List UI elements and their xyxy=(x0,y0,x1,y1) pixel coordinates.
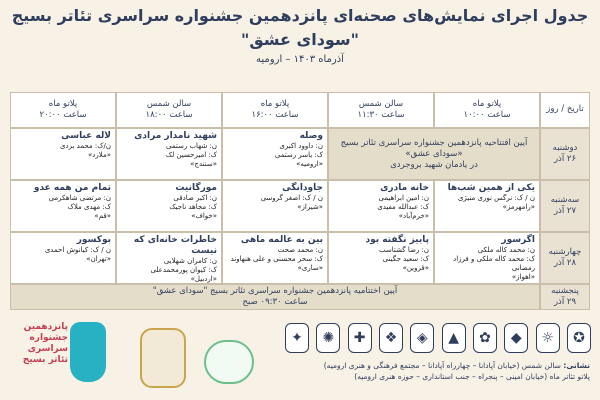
play-writer: ن: شهاب رستمی xyxy=(165,142,217,150)
play-city: «ملارد» xyxy=(88,151,111,159)
day-tuesday xyxy=(540,180,590,232)
play-title: یکی از همین شب‌ها xyxy=(447,183,535,193)
play-title: مورگانیت xyxy=(175,183,217,193)
sponsor-logo-icon: ✦ xyxy=(285,323,309,353)
play-city: «خواف» xyxy=(191,212,217,220)
venue-time: ساعت ۱۱:۳۰ xyxy=(357,110,405,120)
performance-cell xyxy=(116,128,222,180)
play-city: «تهران» xyxy=(86,255,111,263)
performance-cell xyxy=(222,232,328,284)
play-director: ک: امیرحسین لک xyxy=(165,151,217,159)
performance-cell xyxy=(10,180,116,232)
venue-name: سالن شمس xyxy=(358,99,404,109)
play-writer: ن: داوود اکبری xyxy=(279,142,323,150)
play-director: ک: یاسر رستمی xyxy=(274,151,323,159)
play-writer: ن: رضا گشتاسب xyxy=(379,246,429,254)
play-city: «سنندج» xyxy=(190,160,217,168)
sponsor-logos xyxy=(285,318,591,358)
performance-cell xyxy=(116,180,222,232)
play-writer: ن/ک: محمد بردی xyxy=(60,142,111,150)
day-date: ۲۶ آذر xyxy=(553,154,577,164)
venue-header-4 xyxy=(116,92,222,128)
play-director: ک: مجاهد ناجیک xyxy=(169,203,217,211)
play-title: وصله xyxy=(299,131,323,141)
opening-ceremony-cell xyxy=(328,128,540,180)
sponsor-logo-icon: ✪ xyxy=(567,323,591,353)
sponsor-logo-icon: ☼ xyxy=(536,323,560,353)
venue-time: ساعت ۱۶:۰۰ xyxy=(251,110,299,120)
venue-address-1: نشانی: سالن شمس (خیابان آپادانا – چهارراه آپادانا – مجتمع فرهنگی و هنری ارومیه) xyxy=(323,361,590,370)
play-credits: ن / ک: کیانوش احمدی xyxy=(44,246,111,254)
poster-title: جدول اجرای نمایش‌های صحنه‌ای پانزدهمین جشنواره سراسری تئاتر بسیج xyxy=(11,6,589,25)
play-writer: ن: امین ابراهیمی xyxy=(378,194,429,202)
play-director: ک: محمد کاله ملکی و فرزاد رمضانی xyxy=(453,255,535,272)
venue-time: ساعت ۱۰:۰۰ xyxy=(463,110,511,120)
play-title: شهید نامدار مرادی xyxy=(134,131,217,141)
play-city: «خرم‌آباد» xyxy=(398,212,429,220)
day-name: چهارشنبه xyxy=(548,247,582,257)
play-city: «قزوین» xyxy=(402,264,429,272)
day-name: پنجشنبه xyxy=(551,286,579,296)
performance-cell xyxy=(328,232,434,284)
play-title: خاطرات خانه‌ای که نیست xyxy=(133,235,217,256)
day-monday xyxy=(540,128,590,180)
opening-line-1: آیین افتتاحیه پانزدهمین جشنواره سراسری تئاتر بسیج xyxy=(340,137,528,148)
day-date: ۲۸ آذر xyxy=(553,258,577,268)
performance-cell xyxy=(222,128,328,180)
festival-logo-text: پانزدهمین جشنواره سراسری تئاتر بسیج xyxy=(22,322,68,365)
venue-name: پلاتو ماه xyxy=(48,99,78,109)
corner-header: تاریخ / روز xyxy=(540,92,590,128)
play-director: ک: سعید جگینی xyxy=(382,255,429,263)
play-title: بین به عالمه ماهی xyxy=(240,235,323,245)
day-date: ۲۷ آذر xyxy=(553,206,577,216)
venue-name: پلاتو ماه xyxy=(472,99,502,109)
venue-address-2: پلاتو تئاتر ماه (خیابان امینی – پنجراه – جنب استانداری – حوزه هنری ارومیه) xyxy=(354,372,590,381)
venue-name: پلاتو ماه xyxy=(260,99,290,109)
sponsor-logo-icon: ▲ xyxy=(442,323,466,353)
play-city: «قم» xyxy=(94,212,111,220)
performance-cell xyxy=(434,232,540,284)
sponsor-logo-icon: ❖ xyxy=(379,323,403,353)
day-date: ۲۹ آذر xyxy=(553,297,577,307)
venue-name: سالن شمس xyxy=(146,99,192,109)
schedule-table xyxy=(10,92,590,310)
performance-cell xyxy=(10,128,116,180)
venue-header-5 xyxy=(10,92,116,128)
play-writer: ن: محمد کاله ملکی xyxy=(477,246,535,254)
sponsor-logo-icon: ✿ xyxy=(473,323,497,353)
play-writer: ن: اکبر صادقی xyxy=(173,194,217,202)
play-director: ک: کیوان پورمحمدعلی xyxy=(150,266,217,274)
performance-cell xyxy=(222,180,328,232)
play-title: جاودانگی xyxy=(282,183,323,193)
venue-time: ساعت ۱۸:۰۰ xyxy=(145,110,193,120)
closing-ceremony-cell xyxy=(10,284,540,310)
play-city: «اردبیل» xyxy=(190,275,217,283)
theater-mask-logo xyxy=(70,322,106,382)
play-city: «شیراز» xyxy=(297,203,323,211)
venue-header-1 xyxy=(434,92,540,128)
performance-cell xyxy=(434,180,540,232)
day-name: سه‌شنبه xyxy=(550,195,580,205)
sponsor-logo-icon: ✚ xyxy=(348,323,372,353)
play-city: «ارومیه» xyxy=(296,160,323,168)
venues-label: نشانی: xyxy=(563,361,590,370)
performance-cell xyxy=(116,232,222,284)
day-name: دوشنبه xyxy=(552,143,578,153)
play-title: پاییز نگفته بود xyxy=(365,235,429,245)
play-director: ک: عبدالله مفیدی xyxy=(377,203,429,211)
play-credits: ن / ک: اصغر گروسی xyxy=(260,194,323,202)
play-title: بوکسور xyxy=(76,235,111,245)
play-title: خانه مادری xyxy=(380,183,429,193)
poster-date: آذرماه ۱۴۰۳ – ارومیه xyxy=(256,54,344,65)
day-thursday xyxy=(540,284,590,310)
play-writer: ن: مرتضی شاهکرمی xyxy=(48,194,111,202)
play-city: «ساری» xyxy=(297,264,323,272)
day-wednesday xyxy=(540,232,590,284)
play-writer: ن: کامران شهلایی xyxy=(163,257,217,265)
play-title: تمام من همه عدو xyxy=(33,183,111,193)
performance-cell xyxy=(328,180,434,232)
opening-line-3: در یادمان شهید بروجردی xyxy=(390,159,478,170)
venue-header-3 xyxy=(222,92,328,128)
venue-addresses xyxy=(170,360,590,382)
play-title: لاله عباسی xyxy=(61,131,111,141)
sponsor-logo-icon: ◈ xyxy=(410,323,434,353)
play-writer: ن: محمد صحت xyxy=(277,246,323,254)
sponsor-logo-icon: ✺ xyxy=(316,323,340,353)
play-city: «رامهرمز» xyxy=(502,203,535,211)
play-director: ک: مهدی ملاک xyxy=(67,203,111,211)
venue-header-2 xyxy=(328,92,434,128)
poster-subtitle: "سودای عشق" xyxy=(241,30,359,49)
venue-time: ساعت ۲۰:۰۰ xyxy=(39,110,87,120)
closing-line-1: آیین اختتامیه پانزدهمین جشنواره سراسری تئاتر بسیج "سودای عشق" xyxy=(152,286,398,296)
play-credits: ن / ک: نرگس نوری منیژی xyxy=(457,194,535,202)
play-city: «اهواز» xyxy=(511,273,535,281)
closing-line-2: ساعت ۰۹:۳۰ صبح xyxy=(242,297,308,307)
opening-line-2: «سودای عشق» xyxy=(405,148,463,159)
performance-cell xyxy=(10,232,116,284)
play-director: ک: سحر محسنی و علی هنهاوند xyxy=(230,255,323,263)
sponsor-logo-icon: ◆ xyxy=(504,323,528,353)
play-title: اگرسور xyxy=(501,235,535,245)
